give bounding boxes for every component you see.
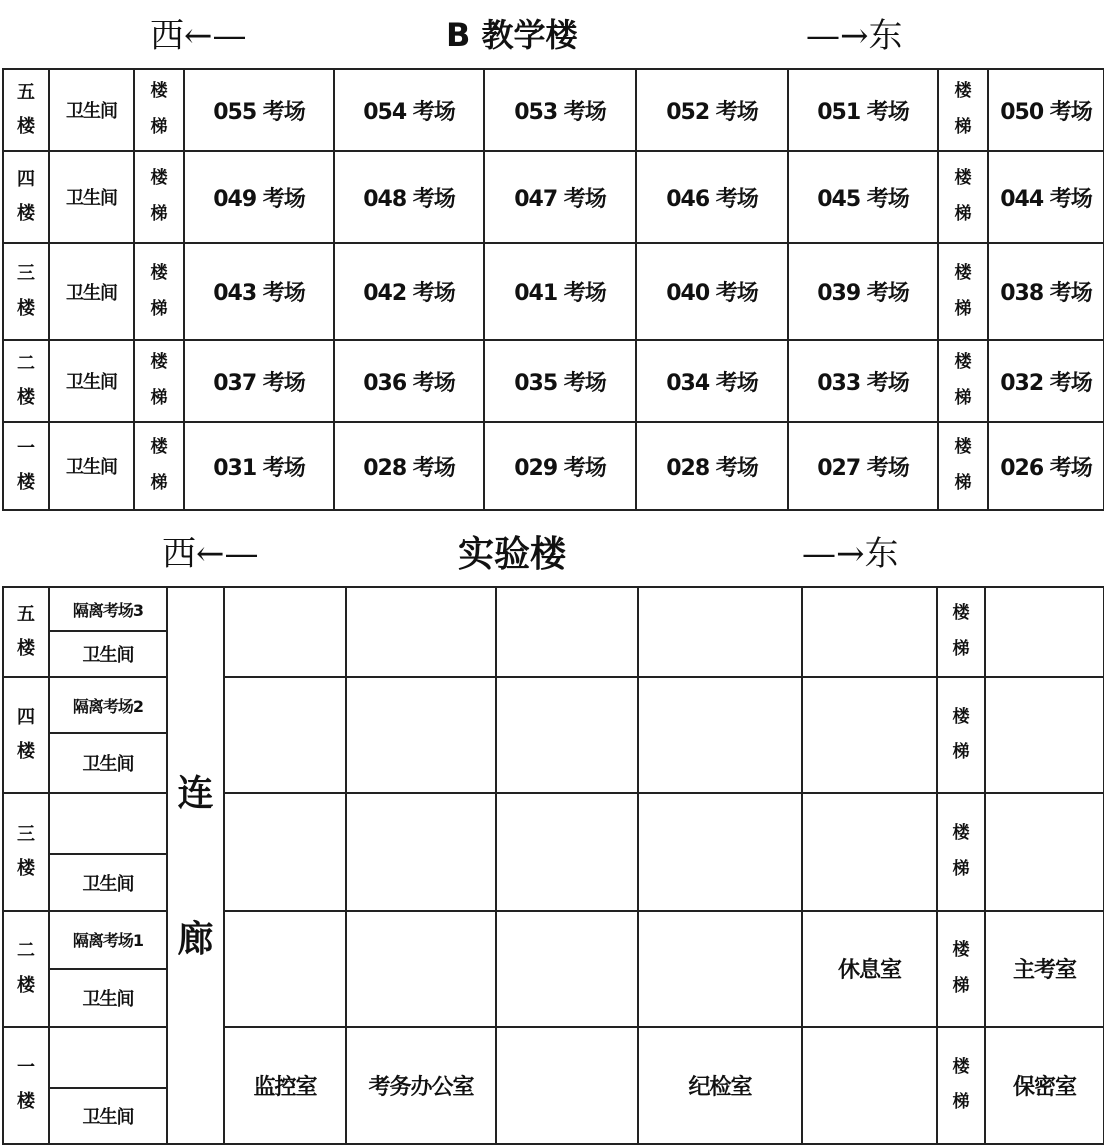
floor-label-char: 三 [17,823,35,845]
toilet-cell: 卫生间 [49,243,134,340]
floor-label-char: 楼 [17,472,35,493]
isolation-room-cell: 隔离考场2 [49,677,167,733]
lab-room-cell [496,587,638,677]
isolation-room-cell: 隔离考场1 [49,911,167,969]
lab-room-cell [346,793,496,910]
east-stair-cell [937,793,985,910]
lab-building-title: 实验楼 [458,533,567,575]
exam-room-cell: 045 考场 [788,151,938,243]
stair-label-char: 楼 [150,262,168,283]
toilet-cell: 卫生间 [49,69,134,151]
lab-building-table [2,586,1104,1145]
floor-label [3,911,49,1027]
stair-label-char: 梯 [150,473,168,493]
exam-room-cell: 049 考场 [184,151,334,243]
floor-label [3,677,49,793]
east-stair-cell [938,422,988,510]
floor-label-char: 五 [17,603,35,625]
stair-label-char: 梯 [952,1092,970,1113]
exam-room-cell: 046 考场 [636,151,788,243]
lab-floor-row [3,587,1104,631]
east-direction-label: —→东 [806,16,903,56]
lab-room-cell [985,677,1104,793]
lab-room-cell [496,1027,638,1144]
corridor-char: 廊 [177,917,214,960]
stair-label-char: 梯 [952,975,970,996]
floor-label-char: 楼 [17,203,35,224]
floor-label-char: 二 [17,940,35,962]
floor-label-char: 五 [17,81,35,103]
lab-room-cell [638,793,802,910]
exam-room-cell: 042 考场 [334,243,484,340]
stair-label-char: 梯 [954,473,972,493]
east-direction-label: —→东 [802,534,899,574]
lab-room-cell [496,793,638,910]
stair-label-char: 楼 [954,437,972,458]
lab-room-cell [346,677,496,793]
floor-label-char: 楼 [17,857,35,879]
stair-label-char: 梯 [952,858,970,879]
exam-room-cell: 052 考场 [636,69,788,151]
east-stair-cell [937,911,985,1027]
west-direction-label: 西←— [150,16,247,56]
lab-room-cell [224,911,346,1027]
floor-label-char: 一 [17,437,35,459]
stair-label-char: 梯 [150,204,168,224]
b-building-table [2,68,1104,511]
exam-room-cell: 026 考场 [988,422,1104,510]
east-stair-cell [938,340,988,422]
exam-room-cell: 039 考场 [788,243,938,340]
stair-label-char: 楼 [952,706,970,727]
stair-label-char: 楼 [954,262,972,283]
east-stair-cell [937,677,985,793]
stair-label-char: 梯 [954,388,972,408]
exam-room-cell: 033 考场 [788,340,938,422]
stair-label-char: 梯 [954,117,972,137]
exam-room-cell: 038 考场 [988,243,1104,340]
stair-label-char: 楼 [952,939,970,960]
exam-room-cell: 047 考场 [484,151,636,243]
exam-room-cell: 037 考场 [184,340,334,422]
floor-label-char: 楼 [17,1091,35,1113]
floor-label [3,151,49,243]
floor-label [3,340,49,422]
stair-label-char: 楼 [954,352,972,373]
west-stair-cell [134,243,184,340]
b-floor-row [3,69,1104,151]
lab-room-cell [638,677,802,793]
toilet-cell: 卫生间 [49,969,167,1027]
stair-label-char: 梯 [150,388,168,408]
exam-room-cell: 050 考场 [988,69,1104,151]
floor-label-char: 楼 [17,638,35,660]
floor-label-char: 楼 [17,387,35,408]
corridor-char: 连 [177,771,214,814]
lab-room-cell [985,793,1104,910]
stair-label-char: 楼 [150,437,168,458]
stair-label-char: 楼 [150,168,168,189]
lab-room-cell [224,793,346,910]
b-building-title: B 教学楼 [446,16,578,54]
stair-label-char: 梯 [954,298,972,319]
lab-room-cell: 休息室 [802,911,937,1027]
east-stair-cell [938,151,988,243]
lab-room-cell [802,793,937,910]
stair-label-char: 楼 [954,81,972,102]
exam-room-cell: 055 考场 [184,69,334,151]
floor-label [3,1027,49,1144]
toilet-cell: 卫生间 [49,854,167,910]
floor-label [3,793,49,910]
stair-label-char: 梯 [150,117,168,137]
lab-room-cell [496,911,638,1027]
west-stair-cell [134,340,184,422]
isolation-room-cell: 隔离考场3 [49,587,167,631]
exam-room-cell: 029 考场 [484,422,636,510]
corridor-cell [167,587,224,1144]
stair-label-char: 楼 [954,168,972,189]
east-stair-cell [937,1027,985,1144]
floor-label [3,69,49,151]
east-stair-cell [938,243,988,340]
floor-label-char: 楼 [17,116,35,137]
floor-label-char: 楼 [17,297,35,319]
stair-label-char: 楼 [150,352,168,373]
exam-room-cell: 043 考场 [184,243,334,340]
lab-room-cell [638,911,802,1027]
lab-room-cell: 主考室 [985,911,1104,1027]
exam-room-cell: 051 考场 [788,69,938,151]
b-floor-row [3,340,1104,422]
floor-label-char: 四 [17,707,35,729]
exam-room-cell: 048 考场 [334,151,484,243]
floor-label-char: 楼 [17,741,35,763]
exam-room-cell: 041 考场 [484,243,636,340]
lab-room-cell [802,1027,937,1144]
west-stair-cell [134,422,184,510]
exam-room-cell: 054 考场 [334,69,484,151]
floor-label-char: 一 [17,1057,35,1079]
stair-label-char: 楼 [150,81,168,102]
east-stair-cell [937,587,985,677]
west-stair-cell [134,151,184,243]
floor-label-char: 四 [17,168,35,190]
toilet-cell: 卫生间 [49,340,134,422]
lab-room-cell [496,677,638,793]
west-direction-label: 西←— [162,534,259,574]
lab-room-cell [346,911,496,1027]
exam-room-cell: 053 考场 [484,69,636,151]
toilet-cell: 卫生间 [49,151,134,243]
isolation-room-cell [49,793,167,854]
lab-room-cell [802,587,937,677]
toilet-cell: 卫生间 [49,733,167,793]
floor-label-char: 二 [17,352,35,374]
isolation-room-cell [49,1027,167,1088]
exam-room-cell: 034 考场 [636,340,788,422]
lab-room-cell: 监控室 [224,1027,346,1144]
lab-room-cell [346,587,496,677]
lab-room-cell [638,587,802,677]
lab-room-cell [985,587,1104,677]
exam-room-cell: 040 考场 [636,243,788,340]
lab-room-cell: 保密室 [985,1027,1104,1144]
exam-room-cell: 031 考场 [184,422,334,510]
exam-room-cell: 044 考场 [988,151,1104,243]
lab-room-cell [224,587,346,677]
exam-room-cell: 028 考场 [334,422,484,510]
exam-room-cell: 028 考场 [636,422,788,510]
exam-room-cell: 032 考场 [988,340,1104,422]
toilet-cell: 卫生间 [49,1088,167,1144]
stair-label-char: 楼 [952,823,970,844]
exam-room-cell: 036 考场 [334,340,484,422]
lab-room-cell: 纪检室 [638,1027,802,1144]
stair-label-char: 梯 [150,298,168,319]
exam-room-cell: 027 考场 [788,422,938,510]
floor-label [3,587,49,677]
toilet-cell: 卫生间 [49,631,167,677]
b-floor-row [3,151,1104,243]
floor-label-char: 三 [17,263,35,285]
b-floor-row [3,243,1104,340]
floor-label [3,243,49,340]
exam-room-cell: 035 考场 [484,340,636,422]
stair-label-char: 梯 [954,204,972,224]
stair-label-char: 楼 [952,603,970,624]
toilet-cell: 卫生间 [49,422,134,510]
stair-label-char: 楼 [952,1056,970,1077]
floor-label-char: 楼 [17,974,35,996]
lab-room-cell [224,677,346,793]
east-stair-cell [938,69,988,151]
corridor-gap [168,811,223,921]
stair-label-char: 梯 [952,742,970,763]
lab-room-cell: 考务办公室 [346,1027,496,1144]
floor-label [3,422,49,510]
west-stair-cell [134,69,184,151]
b-floor-row [3,422,1104,510]
stair-label-char: 梯 [952,639,970,660]
lab-room-cell [802,677,937,793]
